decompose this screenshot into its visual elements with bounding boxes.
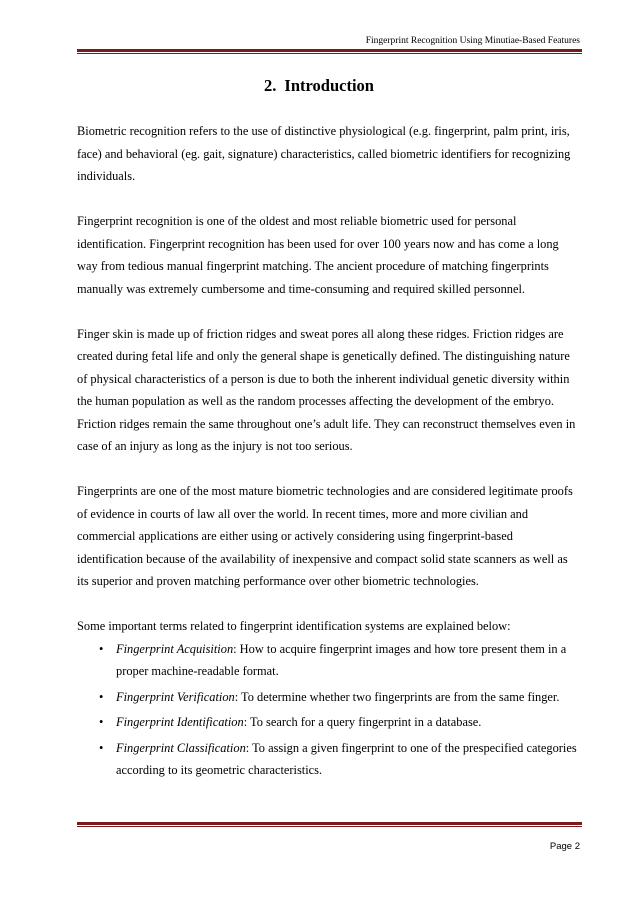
term-definition: : To assign a given fingerprint to one of the prespecified categories according to its geometric characteristics.: [116, 740, 577, 777]
paragraph: Fingerprints are one of the most mature biometric technologies and are considered legitimate proofs of evidence in courts of law all over the world. In recent times, more and more civilian and commercial applications are either using or actively considering using fingerprint-based identification because of the availability of inexpensive and compact solid state scanners as well as its superior and proven matching performance over other biometric technologies.: [77, 484, 573, 588]
section-heading: [0, 76, 638, 96]
page-number: Page 2: [549, 841, 580, 852]
term-definition: : To search for a query fingerprint in a database.: [243, 715, 482, 729]
term-definition: : To determine whether two fingerprints are from the same finger.: [234, 689, 560, 704]
running-header: Fingerprint Recognition Using Minutiae-Based Features: [365, 36, 580, 46]
terms-intro: Some important terms related to fingerprint identification systems are explained below:: [77, 619, 511, 633]
term-name: Fingerprint Verification: [116, 689, 235, 704]
term-name: Fingerprint Acquisition: [116, 641, 234, 656]
footer-rule: [77, 822, 582, 827]
term-name: Fingerprint Classification: [116, 740, 246, 755]
list-item: [77, 711, 582, 734]
paragraph: Biometric recognition refers to the use of distinctive physiological (e.g. fingerprint, palm print, iris, face) and behavioral (eg. gait, signature) characteristics, called biometric identifiers for recognizing individuals.: [77, 124, 571, 183]
terms-list: [77, 638, 582, 782]
bullet-icon: •: [99, 740, 104, 755]
paragraph: Fingerprint recognition is one of the oldest and most reliable biometric used for personal identification. Fingerprint recognition has been used for over 100 years now and has come a long way from tedious manual fingerprint matching. The ancient procedure of matching fingerprints manually was extremely cumbersome and time-consuming and required skilled personnel.: [77, 214, 559, 296]
bullet-icon: •: [99, 715, 104, 729]
list-item: [77, 737, 582, 782]
term-definition: : How to acquire fingerprint images and how tore present them in a proper machine-readable format.: [116, 641, 567, 678]
list-item: [77, 686, 582, 709]
section-title: Introduction: [284, 76, 374, 95]
body-text: [77, 120, 582, 785]
bullet-icon: •: [99, 689, 104, 704]
paragraph: Finger skin is made up of friction ridges and sweat pores all along these ridges. Friction ridges are created during fetal life and only the general shape is genetically defined. The distinguishing nature of physical characteristics of a person is due to both the inherent individual genetic diversity within the human population as well as the random processes affecting the development of the embryo. Friction ridges remain the same throughout one’s adult life. They can reconstruct themselves even in case of an injury as long as the injury is not too serious.: [77, 326, 576, 453]
term-name: Fingerprint Identification: [116, 715, 244, 729]
section-number: 2.: [264, 76, 277, 95]
list-item: [77, 638, 582, 683]
header-rule: [77, 49, 582, 54]
bullet-icon: •: [99, 641, 104, 656]
